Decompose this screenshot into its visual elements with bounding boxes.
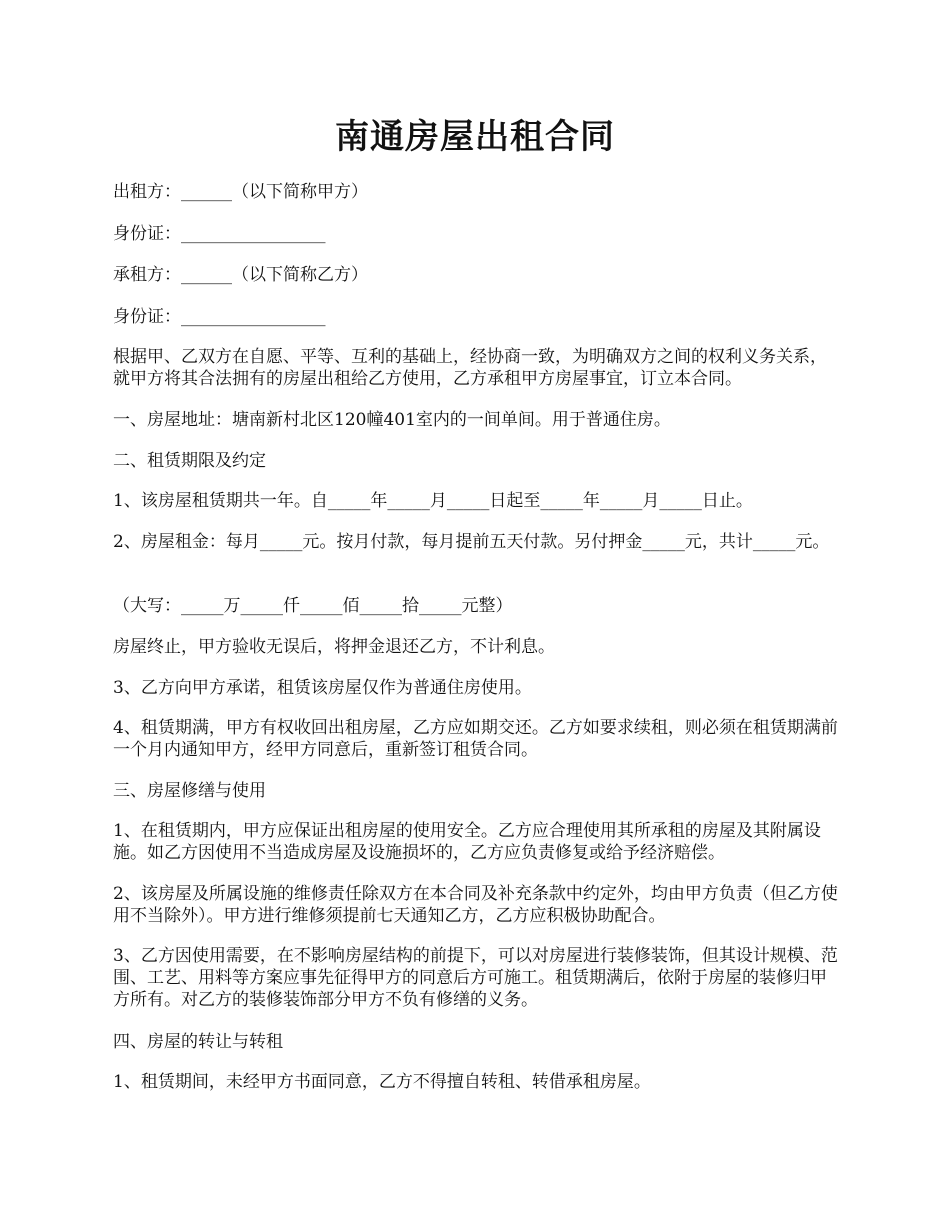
clause-address: 一、房屋地址：塘南新村北区120幢401室内的一间单间。用于普通住房。 <box>113 410 671 430</box>
clause-term-duration: 1、该房屋租赁期共一年。自_____年_____月_____日起至_____年_____月_____日止。 <box>113 491 753 511</box>
clause-rent: 2、房屋租金：每月_____元。按月付款，每月提前五天付款。另付押金_____元，共计_____元。 <box>113 532 830 552</box>
section-heading-sublet: 四、房屋的转让与转租 <box>113 1032 283 1052</box>
lessor-line: 出租方：______（以下简称甲方） <box>113 182 368 202</box>
preamble-paragraph: 根据甲、乙双方在自愿、平等、互利的基础上，经协商一致，为明确双方之间的权利义务关系，就甲方将其合法拥有的房屋出租给乙方使用，乙方承租甲方房屋事宜，订立本合同。 <box>113 347 827 389</box>
document-title: 南通房屋出租合同 <box>335 117 615 157</box>
clause-maintenance-1: 1、在租赁期内，甲方应保证出租房屋的使用安全。乙方应合理使用其所承租的房屋及其附属设施。如乙方因使用不当造成房屋及设施损坏的，乙方应负责修复或给予经济赔偿。 <box>113 821 821 863</box>
section-heading-term: 二、租赁期限及约定 <box>113 451 266 471</box>
lessor-id-line: 身份证：_________________ <box>113 224 326 244</box>
lessee-line: 承租方：______（以下简称乙方） <box>113 265 368 285</box>
lessee-id-line: 身份证：_________________ <box>113 307 326 327</box>
clause-maintenance-3: 3、乙方因使用需要，在不影响房屋结构的前提下，可以对房屋进行装修装饰，但其设计规模、范围、工艺、用料等方案应事先征得甲方的同意后方可施工。租赁期满后，依附于房屋的装修归甲方所有。对乙方的装修装饰部分甲方不负有修缮的义务。 <box>113 946 838 1010</box>
clause-use-commitment: 3、乙方向甲方承诺，租赁该房屋仅作为普通住房使用。 <box>113 678 532 698</box>
section-heading-maintenance: 三、房屋修缮与使用 <box>113 781 266 801</box>
clause-rent-uppercase: （大写：_____万_____仟_____佰_____拾_____元整） <box>113 596 513 616</box>
clause-deposit-return: 房屋终止，甲方验收无误后，将押金退还乙方，不计利息。 <box>113 637 555 657</box>
clause-maintenance-2: 2、该房屋及所属设施的维修责任除双方在本合同及补充条款中约定外，均由甲方负责（但乙方使用不当除外）。甲方进行维修须提前七天通知乙方，乙方应积极协助配合。 <box>113 884 838 926</box>
clause-sublet-1: 1、租赁期间，未经甲方书面同意，乙方不得擅自转租、转借承租房屋。 <box>113 1072 651 1092</box>
clause-renewal: 4、租赁期满，甲方有权收回出租房屋，乙方应如期交还。乙方如要求续租，则必须在租赁期满前一个月内通知甲方，经甲方同意后，重新签订租赁合同。 <box>113 718 838 760</box>
